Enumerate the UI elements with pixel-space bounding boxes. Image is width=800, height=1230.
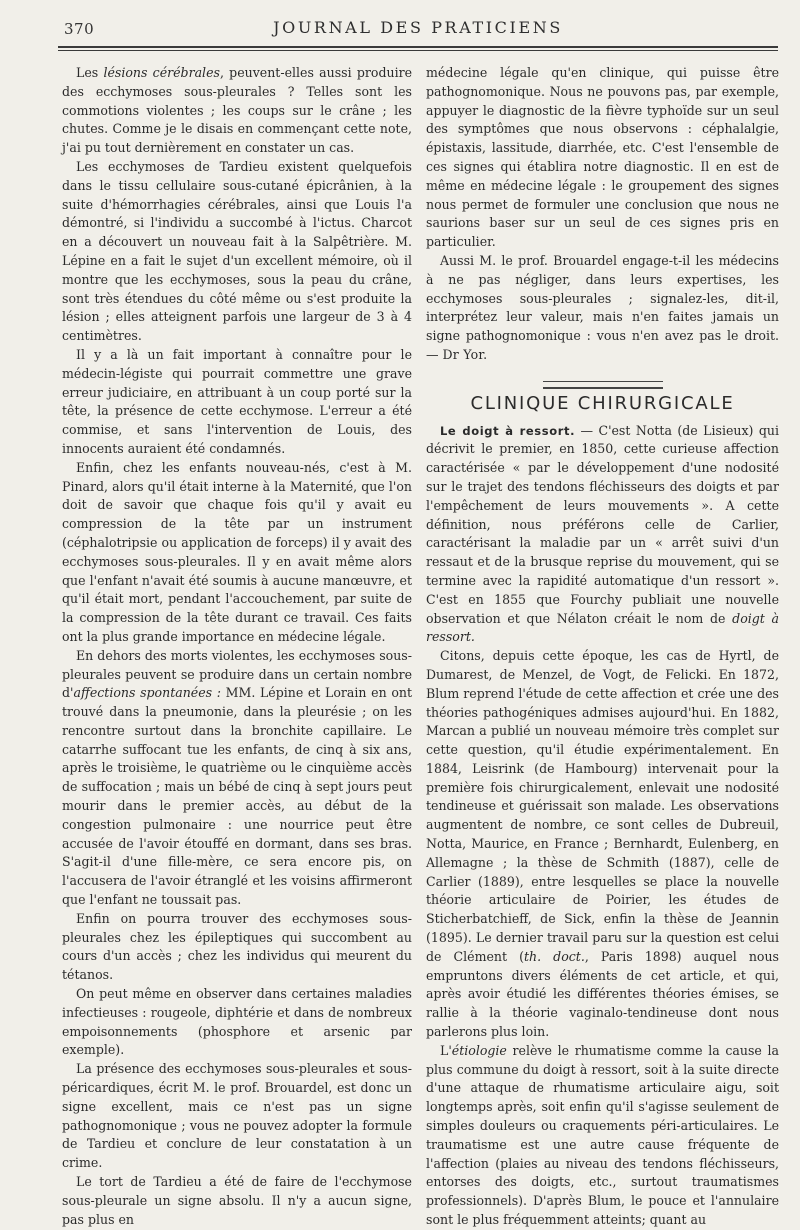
running-title: JOURNAL DES PRATICIENS [273, 18, 563, 37]
text-run: Citons, depuis cette époque, les cas de Hyrtl, de Dumarest, de Menzel, de Vogt, de Felicki. En 1872, Blum reprend l'étude de cette affection et crée une des théories pathogéniques admises aujourd'hui. En 1882, Marcan a publié un nouveau mémoire très complet sur cette question, qu'il étudie expérimentalement. En 1884, Leisrink (de Hambourg) intervenait pour la première fois chirurgicalement, enlevait une nodosité tendineuse et guérissait son malade. Les observations augmentent de nombre, ce sont celles de Dubreuil, Notta, Maurice, en France ; Bernhardt, Eulenberg, en Allemagne ; la thèse de Schmith (1887), celle de Carlier (1889), entre lesquelles se place la nouvelle théorie articulaire de Poirier, les études de Sticherbatchieff, de Sick, enfin la thèse de Jeannin (1895). Le dernier travail paru sur la question est celui de Clément ( [426, 648, 779, 964]
paragraph-tardieu-error [62, 1173, 412, 1229]
text-run: relève le rhumatisme comme la cause la plus commune du doigt à ressort, soit à la suite directe d'une attaque de rhumatisme articulaire aigu, soit longtemps après, soit enfin qu'il s'agisse seulement de simples douleurs ou craquements péri-articulaires. Le traumatisme est une autre cause fréquente de l'affection (plaies au niveau des tendons fléchisseurs, entorses des doigts, etc., surtout traumatismes professionnels). D'après Blum, le pouce et l'annulaire sont le plus fréquemment atteints; quant au [426, 1042, 779, 1228]
italic-term: doigt à ressort. [426, 610, 779, 645]
paragraph-history [426, 647, 779, 1042]
right-column [426, 64, 779, 1230]
paragraph-spontaneous-affections [62, 647, 412, 910]
paragraph-medico-legal [62, 346, 412, 459]
paragraph-doigt-ressort-intro [426, 422, 779, 648]
paragraph-infectious [62, 985, 412, 1060]
paragraph-etiology [426, 1042, 779, 1230]
paragraph-tardieu-ecchymoses [62, 158, 412, 346]
text-run: , Paris 1898) auquel nous empruntons divers éléments de cet article, et qui, après avoir étudié les différentes théories émises, se rallie à la théorie vaginalo-tendineuse dont nous parlerons plus loin. [426, 948, 779, 1040]
text-run: En dehors des morts violentes, les ecchymoses sous-pleurales peuvent se produire dans un certain nombre d' [62, 647, 412, 701]
section-divider [543, 381, 663, 389]
text-run: Les [76, 65, 104, 80]
text-run: La présence des ecchymoses sous-pleurales et sous-péricardiques, écrit M. le prof. Brouardel, est donc un signe excellent, mais ce n'est pas un signe pathognomonique ; vous ne pouvez adopter la formule de Tardieu et conclure de leur constatation à un crime. [62, 1061, 412, 1171]
text-run: Enfin on pourra trouver des ecchymoses sous-pleurales chez les épileptiques qui succombent au cours d'un accès ; chez les individus qui meurent du tétanos. [62, 910, 412, 983]
article-runin-title: Le doigt à ressort. [440, 423, 576, 438]
text-run: , peuvent-elles aussi produire des ecchymoses sous-pleurales ? Telles sont les commotions violentes ; les coups sur le crâne ; les chutes. Comme je le disais en commençant cette note, j'ai pu tout dernièrement en constater un cas. [62, 65, 412, 156]
paragraph-epileptics [62, 910, 412, 985]
page-number: 370 [64, 20, 95, 38]
text-run: Aussi M. le prof. Brouardel engage-t-il les médecins à ne pas négliger, dans leurs expertises, les ecchymoses sous-pleurales ; signalez-les, dit-il, interprétez leur valeur, mais n'en faites jamais un signe pathognomonique : vous n'en avez pas le droit. — [426, 252, 779, 362]
page-header [58, 16, 778, 42]
text-run: MM. Lépine et Lorain en ont trouvé dans la pneumonie, dans la pleurésie ; on les rencontre surtout dans la bronchite capillaire. Le catarrhe suffocant tue les enfants, de cinq à six ans, après le troisième, le quatrième ou le cinquième accès de suffocation ; mais un bébé de cinq à sept jours peut mourir dans le premier accès, au début de la congestion pulmonaire : une nourrice peut être accusée de l'avoir étouffé en dormant, dans ses bras. S'agit-il d'une fille-mère, ce sera encore pis, on l'accusera de l'avoir étranglé et les voisins affirmeront que l'enfant ne toussait pas. [62, 685, 412, 908]
header-rule [58, 46, 778, 51]
text-run: On peut même en observer dans certaines maladies infectieuses : rougeole, diphtérie et dans de nombreux empoisonnements (phosphore et arsenic par exemple). [62, 986, 412, 1058]
italic-term: affections spontanées : [73, 685, 221, 701]
paragraph-conclusion [426, 252, 779, 365]
text-run: Le tort de Tardieu a été de faire de l'ecchymose sous-pleurale un signe absolu. Il n'y a aucun signe, pas plus en [62, 1174, 412, 1227]
paragraph-cerebral-lesions [62, 64, 412, 158]
paragraph-newborns [62, 459, 412, 647]
italic-term: th. doct. [523, 948, 585, 964]
text-run: Enfin, chez les enfants nouveau-nés, c'est à M. Pinard, alors qu'il était interne à la Maternité, que l'on doit de savoir que chaque fois qu'il y avait eu compression de la tête par un instrument (céphalotripsie ou application de forceps) il y avait des ecchymoses sous-pleurales. Il y en avait même alors que l'enfant n'avait été soumis à aucune manœuvre, et qu'il était mort, pendant l'accouchement, par suite de la compression de la tête durant ce travail. Ces faits ont la plus grande importance en médecine légale. [62, 459, 412, 644]
italic-term: lésions cérébrales [103, 65, 220, 80]
text-run: Il y a là un fait important à connaître pour le médecin-légiste qui pourrait commettre une grave erreur judiciaire, en attribuant à un coup porté sur la tête, la présence de cette ecchymose. L'erreur a été commise, et sans l'intervention de Louis, des innocents auraient été condamnés. [62, 346, 412, 456]
text-run: L' [440, 1042, 452, 1058]
paragraph-continuation: médecine légale qu'en clinique, qui puisse être pathognomonique. Nous ne pouvons pas, par exemple, appuyer le diagnostic de la fièvre typhoïde sur un seul des symptômes que nous observons : céphalalgie, épistaxis, lassitude, diarrhée, etc. C'est l'ensemble de ces signes qui établira notre diagnostic. Il en est de même en médecine légale : le groupement des signes nous permet de formuler une conclusion que nous ne saurions baser sur un seul de ces signes pris en particulier. [426, 65, 779, 250]
left-column [62, 64, 412, 1229]
author-signature: Dr Yor. [442, 346, 488, 362]
text-run: Les ecchymoses de Tardieu existent quelquefois dans le tissu cellulaire sous-cutané épicrânien, à la suite d'hémorrhagies cérébrales, ainsi que Louis l'a démontré, si l'individu a succombé à l'ictus. Charcot en a découvert un nouveau fait à la Salpêtrière. M. Lépine en a fait le sujet d'un excellent mémoire, où il montre que les ecchymoses, sous la peau du crâne, sont très étendues du côté même ou s'est produite la lésion ; elles atteignent parfois une largeur de 3 à 4 centimètres. [62, 158, 412, 344]
text-run: — C'est Notta (de Lisieux) qui décrivit le premier, en 1850, cette curieuse affection caractérisée « par le développement d'une nodosité sur le trajet des tendons fléchisseurs des doigts et par l'empêchement de leurs mouvements ». A cette définition, nous préférons celle de Carlier, caractérisant la maladie par un « arrêt suivi d'un ressaut et de la brusque reprise du mouvement, qui se termine avec la rapidité automatique d'un ressort ». C'est en 1855 que Fourchy publiait une nouvelle observation et que Nélaton créait le nom de [426, 422, 780, 626]
section-title: CLINIQUE CHIRURGICALE [470, 392, 735, 414]
italic-term: étiologie [451, 1042, 507, 1058]
paragraph-brouardel [62, 1060, 412, 1173]
